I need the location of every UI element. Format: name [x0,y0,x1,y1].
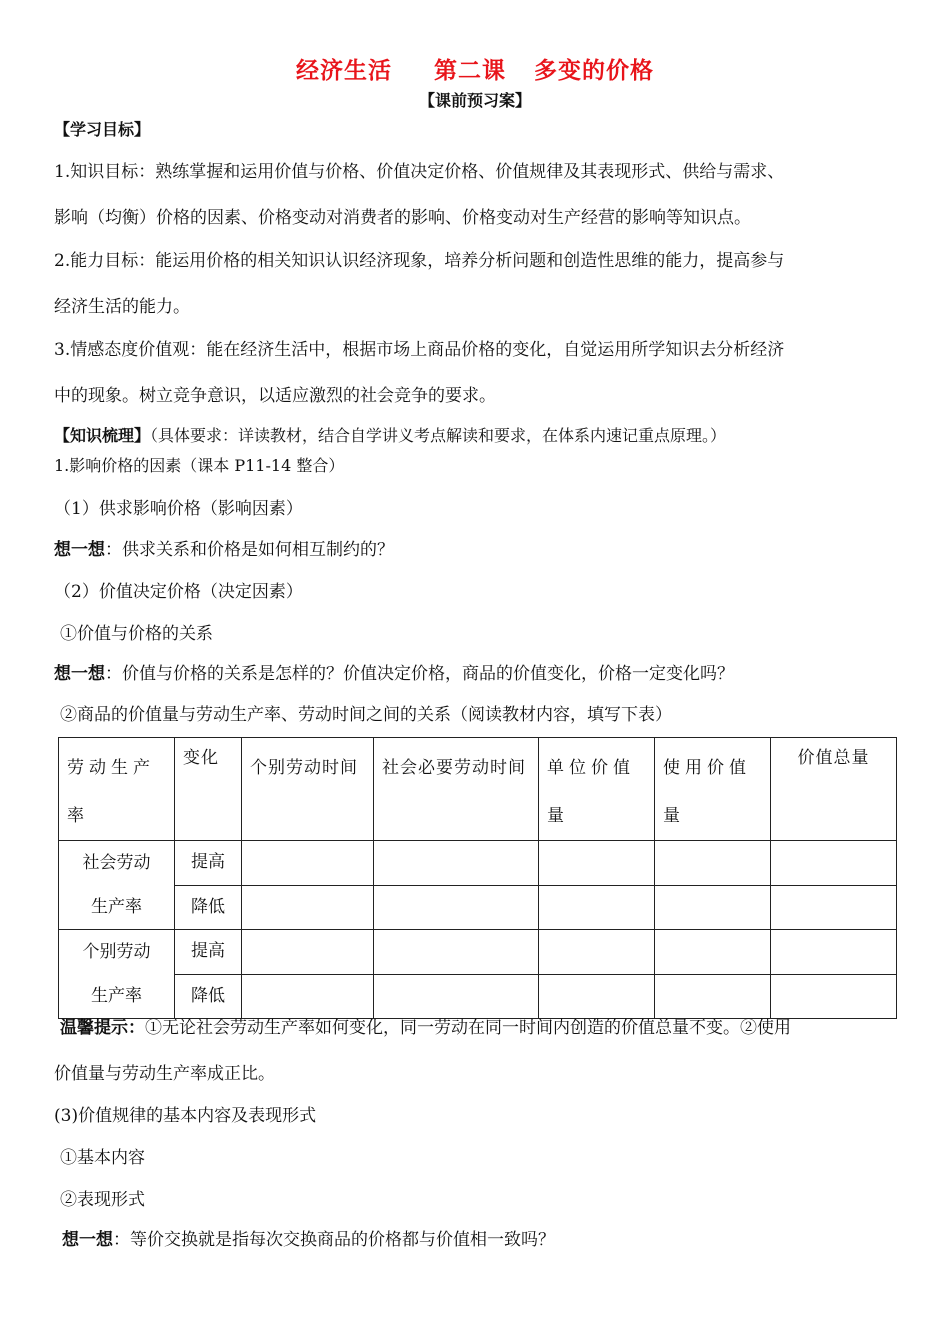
table-row [59,885,897,930]
answer-cell[interactable] [771,930,897,975]
answer-cell[interactable] [242,930,374,975]
section-3-heading: (3)价值规律的基本内容及表现形式 [54,1106,317,1126]
header-cell: 单位价值量 [539,738,655,841]
section-3-circle-2: ②表现形式 [60,1190,145,1210]
answer-cell[interactable] [655,885,771,930]
circle-item-2: ②商品的价值量与劳动生产率、劳动时间之间的关系（阅读教材内容，填写下表） [60,705,672,725]
row-group-social [59,841,175,930]
tip-text-1: ①无论社会劳动生产率如何变化，同一劳动在同一时间内创造的价值总量不变。②使用 [145,1018,791,1038]
answer-cell[interactable] [539,885,655,930]
circle-item-1: ①价值与价格的关系 [60,624,213,644]
header-cell: 社会必要劳动时间 [374,738,539,841]
change-cell: 降低 [175,885,242,930]
think-1 [54,535,394,560]
answer-cell[interactable] [374,885,539,930]
answer-cell[interactable] [771,885,897,930]
think-label: 想一想 [54,540,105,560]
think-3-text: ：等价交换就是指每次交换商品的价格都与价值相一致吗？ [113,1230,555,1250]
title-part-topic: 多变的价格 [534,58,654,84]
answer-cell[interactable] [771,974,897,1019]
header-cell: 个别劳动时间 [242,738,374,841]
title-part-lesson: 第二课 [434,58,506,84]
table-row [59,930,897,975]
row-group-label: 个别劳动 [82,942,151,962]
goal-3-line-1: 3.情感态度价值观：能在经济生活中，根据市场上商品价格的变化，自觉运用所学知识去分析经济 [54,340,785,360]
table-row [59,841,897,886]
goal-1-line-1: 1.知识目标：熟练掌握和运用价值与价格、价值决定价格、价值规律及其表现形式、供给与需求、 [54,162,785,182]
knowledge-heading: 【知识梳理】 [54,426,151,445]
header-cell: 劳动生产率 [59,738,175,841]
answer-cell[interactable] [539,974,655,1019]
title-part-subject: 经济生活 [296,58,392,84]
row-group-label: 生产率 [91,986,142,1006]
goal-3-line-2: 中的现象。树立竞争意识，以适应激烈的社会竞争的要求。 [54,386,496,406]
header-cell: 价值总量 [771,738,897,841]
tip-label: 温馨提示： [60,1018,145,1038]
answer-cell[interactable] [242,974,374,1019]
answer-cell[interactable] [242,841,374,886]
knowledge-heading-line [54,423,726,446]
change-cell: 降低 [175,974,242,1019]
answer-cell[interactable] [771,841,897,886]
answer-cell[interactable] [374,930,539,975]
row-group-individual [59,930,175,1019]
answer-cell[interactable] [655,841,771,886]
knowledge-item-1: 1.影响价格的因素（课本 P11-14 整合） [54,456,345,475]
page-title [0,52,950,85]
table-row [59,974,897,1019]
think-2 [54,659,734,684]
row-group-label: 社会劳动 [82,853,151,873]
goal-1-line-2: 影响（均衡）价格的因素、价格变动对消费者的影响、价格变动对生产经营的影响等知识点。 [54,208,751,228]
knowledge-sub-2: （2）价值决定价格（决定因素） [54,582,303,602]
answer-cell[interactable] [539,841,655,886]
knowledge-sub-1: （1）供求影响价格（影响因素） [54,499,303,519]
answer-cell[interactable] [242,885,374,930]
learning-goals-heading: 【学习目标】 [54,120,151,139]
answer-cell[interactable] [655,974,771,1019]
think-label: 想一想 [62,1230,113,1250]
tip-line-1 [60,1013,791,1038]
answer-cell[interactable] [374,841,539,886]
answer-cell[interactable] [374,974,539,1019]
header-cell: 使用价值量 [655,738,771,841]
productivity-table [58,737,897,1019]
page-subtitle: 【课前预习案】 [418,91,531,110]
goal-2-line-1: 2.能力目标：能运用价格的相关知识认识经济现象，培养分析问题和创造性思维的能力，提高参与 [54,251,785,271]
answer-cell[interactable] [539,930,655,975]
change-cell: 提高 [175,930,242,975]
think-1-text: ：供求关系和价格是如何相互制约的？ [105,540,394,560]
change-cell: 提高 [175,841,242,886]
think-2-text: ：价值与价格的关系是怎样的？价值决定价格，商品的价值变化，价格一定变化吗？ [105,664,734,684]
tip-line-2: 价值量与劳动生产率成正比。 [54,1064,275,1084]
row-group-label: 生产率 [91,897,142,917]
answer-cell[interactable] [655,930,771,975]
header-cell: 变化 [175,738,242,841]
section-3-circle-1: ①基本内容 [60,1148,145,1168]
think-label: 想一想 [54,664,105,684]
table-header-row [59,738,897,841]
knowledge-requirement: （具体要求：详读教材，结合自学讲义考点解读和要求，在体系内速记重点原理。） [150,426,727,445]
goal-2-line-2: 经济生活的能力。 [54,297,190,317]
think-3 [62,1225,555,1250]
